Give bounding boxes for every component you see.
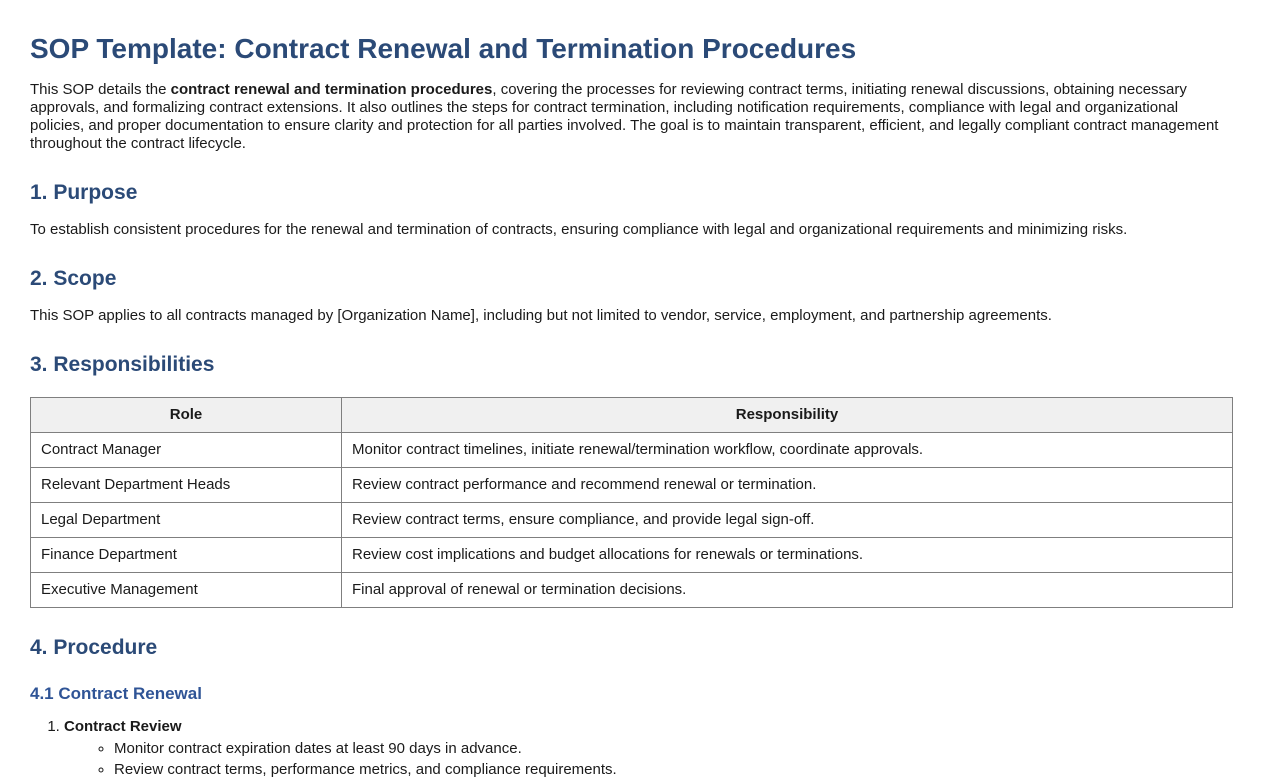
section-procedure-heading: 4. Procedure — [30, 636, 158, 659]
responsibilities-table — [30, 397, 1233, 608]
table-row — [31, 573, 1233, 608]
page-title: SOP Template: Contract Renewal and Termination Procedures — [30, 33, 857, 64]
responsibility-cell: Review contract performance and recommend renewal or termination. — [342, 468, 1233, 503]
responsibility-cell: Final approval of renewal or termination decisions. — [342, 573, 1233, 608]
step-bullet-list — [64, 740, 1233, 779]
intro-bold-phrase: contract renewal and termination procedures — [170, 81, 493, 98]
role-cell: Contract Manager — [31, 433, 342, 468]
step-bullet: ◦ Review contract terms, performance metrics, and compliance requirements. — [114, 761, 1233, 779]
scope-text: This SOP applies to all contracts managed by [Organization Name], including but not limited to vendor, service, employment, and partnership agreements. — [30, 307, 1052, 324]
intro-paragraph — [30, 81, 1233, 153]
purpose-text: To establish consistent procedures for the renewal and termination of contracts, ensuring compliance with legal and organizational requirements and minimizing risks. — [30, 221, 1128, 238]
responsibilities-table-head — [31, 398, 1233, 433]
step-bullet: ◦ Monitor contract expiration dates at least 90 days in advance. — [114, 740, 1233, 758]
subsection-contract-renewal-heading: 4.1 Contract Renewal — [30, 684, 202, 703]
step-title: Contract Review — [64, 718, 182, 735]
role-cell: Finance Department — [31, 538, 342, 573]
procedure-step-item — [64, 718, 1233, 779]
procedure-step-list — [30, 718, 1233, 779]
role-cell: Relevant Department Heads — [31, 468, 342, 503]
intro-text-after-bold: , covering the processes for reviewing contract terms, initiating renewal discussions, obtaining necessary approvals, and formalizing contract extensions. It also outlines the steps for contract termination, including notification requirements, compliance with legal and organizational policies, and proper documentation to ensure clarity and protection for all parties involved. The goal is to maintain transparent, efficient, and legally compliant contract management throughout the contract lifecycle. — [30, 81, 1219, 152]
table-row — [31, 538, 1233, 573]
section-purpose-heading: 1. Purpose — [30, 181, 138, 204]
table-header-row — [31, 398, 1233, 433]
table-row — [31, 468, 1233, 503]
responsibility-cell: Review cost implications and budget allocations for renewals or terminations. — [342, 538, 1233, 573]
section-responsibilities-heading: 3. Responsibilities — [30, 353, 215, 376]
section-scope-heading: 2. Scope — [30, 267, 117, 290]
responsibilities-table-body — [31, 433, 1233, 608]
role-cell: Executive Management — [31, 573, 342, 608]
role-cell: Legal Department — [31, 503, 342, 538]
responsibility-cell: Review contract terms, ensure compliance, and provide legal sign-off. — [342, 503, 1233, 538]
table-row — [31, 433, 1233, 468]
responsibility-cell: Monitor contract timelines, initiate renewal/termination workflow, coordinate approvals. — [342, 433, 1233, 468]
table-header-responsibility: Responsibility — [342, 398, 1233, 433]
table-row — [31, 503, 1233, 538]
table-header-role: Role — [31, 398, 342, 433]
intro-text-before-bold: This SOP details the — [30, 81, 171, 98]
